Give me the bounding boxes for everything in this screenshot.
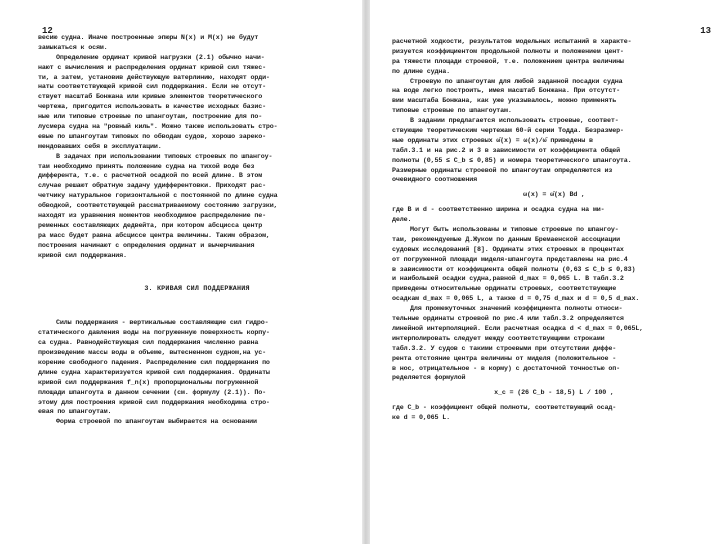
- right-page-body: [392, 38, 716, 424]
- text-line: расчетной ходкости, результатов модельных испытаний в характе-: [392, 38, 632, 46]
- text-line: произведению массы воды в объеме, вытесненном судном,на ус-: [38, 349, 266, 358]
- left-page-body: [38, 34, 356, 428]
- text-line: ствует масштаб Бонжана или кривые элементов теоретического: [38, 93, 263, 102]
- text-line: ризуется коэффициентом продольной полноты и положением цент-: [392, 47, 624, 56]
- text-line: В задании предлагается использовать строевые, соответ-: [410, 117, 619, 126]
- right-page: [370, 0, 727, 544]
- text-line: Силы поддержания - вертикальные составляющие сил гидро-: [56, 319, 269, 328]
- text-line: В задачах при использовании типовых строевых по шпангоу-: [56, 152, 273, 161]
- text-line: случае решают обратную задачу удифферентовки. Приходят рас-: [38, 182, 266, 191]
- text-line: замыкаться к осям.: [38, 43, 108, 52]
- text-line: Определение ординат кривой нагрузки (2.1) обычно начи-: [56, 53, 265, 62]
- text-line: на воде легко построить, имея масштаб Бонжана. При отсутст-: [392, 87, 620, 96]
- right-page-number: 13: [700, 26, 711, 36]
- text-line: статического давления воды на погруженную поверхность корпу-: [38, 329, 270, 338]
- text-line: ке d = 0,065 L.: [392, 414, 450, 423]
- text-line: очевидного соотношения: [392, 176, 477, 185]
- text-line: кривой сил поддержания.: [38, 251, 127, 260]
- text-line: рента отстояние центра величины от миделя (положительное -: [392, 354, 617, 363]
- text-line: Форма строевой по шпангоутам выбирается на основании: [56, 418, 257, 427]
- text-line: ременных составляющих дедвейта, при котором абсцисса центр: [38, 221, 263, 230]
- text-line: ти, а затем, установив действующую ватерлинию, находят орди-: [38, 73, 270, 82]
- text-line: кривой сил поддержания f_n(x) пропорциональны погруженной: [38, 378, 259, 387]
- section-heading: 3. КРИВАЯ СИЛ ПОДДЕРЖАНИЯ: [144, 285, 250, 294]
- left-page: [0, 0, 362, 544]
- formula-section-area: ω(x) = ω̄(x) Bd ,: [523, 191, 585, 200]
- text-line: тельные ординаты строевой по рис.4 или табл.3.2 определяются: [392, 315, 624, 324]
- text-line: длине судна характеризуется кривой сил поддержания. Ординаты: [38, 368, 270, 377]
- text-line: в зависимости от коэффициента общей полноты (0,63 ≤ C_b ≤ 0,83): [392, 265, 636, 274]
- text-line: ра масс будет равна абсциссе центра величины. Таким образом,: [38, 231, 270, 240]
- text-line: где B и d - соответственно ширина и осадка судна на ми-: [392, 206, 605, 215]
- text-line: табл.3.1 и на рис.2 и 3 в зависимости от коэффициента общей: [392, 146, 620, 155]
- text-line: там, рекомендуемые Д.Жуком по данным Бремаенской ассоциации: [392, 235, 620, 244]
- text-line: са судна. Равнодействующая сил поддержания численно равна: [38, 339, 259, 348]
- text-line: от погруженной площади миделя-шпангоута представлены на рис.4: [392, 255, 628, 264]
- text-line: евая по шпангоутам.: [38, 408, 112, 417]
- text-line: там необходимо принять положение судна на тихой воде без: [38, 162, 255, 171]
- text-line: осадкам d_max = 0,065 L, а также d = 0,75 d_max и d = 0,5 d_max.: [392, 295, 640, 304]
- text-line: этому для построения кривой сил поддержания необходима стро-: [38, 398, 270, 407]
- text-line: чертежа, пригодится использовать в качестве исходных базис-: [38, 103, 266, 112]
- text-line: наты соответствующей кривой сил поддержания. Если не отсут-: [38, 83, 266, 92]
- page-gutter: [362, 0, 370, 544]
- text-line: линейной интерполяцией. Если расчетная осадка d < d_max = 0,065L,: [392, 324, 644, 333]
- text-line: по длине судна.: [392, 67, 450, 76]
- text-line: весию судна. Иначе построенные эпюры N(x) и M(x) не будут: [38, 34, 259, 42]
- text-line: где C_b - коэффициент общей полноты, соответствующий осад-: [392, 404, 617, 413]
- text-line: лусмера судна на "ровный киль". Можно также использовать стро-: [38, 123, 278, 132]
- text-line: приведены относительные ординаты строевых, соответствующие: [392, 285, 617, 294]
- text-line: вии масштаба Бонжана, как уже указывалось, можно применять: [392, 97, 617, 106]
- text-line: Для промежуточных значений коэффициента полноты относи-: [410, 305, 623, 314]
- text-line: ра тяжести площади строевой, т.е. положением центра величины: [392, 57, 624, 66]
- formula-buoyancy-center: x_c = (26 C_b - 18,5) L / 100 ,: [494, 389, 614, 398]
- text-line: построения начинают с определения ординат и вычерчивания: [38, 241, 255, 250]
- text-line: табл.3.2. У судов с такими строевыми при отсутствии диффе-: [392, 344, 617, 353]
- text-line: нают с вычисления и распределения ординат кривой сил тяжес-: [38, 63, 266, 72]
- text-line: ределяется формулой: [392, 374, 466, 383]
- text-line: деле.: [392, 216, 412, 225]
- text-line: ные ординаты этих строевых ω̄(x) = ω(x)/ω̄ приведены в: [392, 136, 593, 145]
- text-line: в нос, отрицательное - в корму) с достаточной точностью оп-: [392, 364, 620, 373]
- text-line: мендовавших себя в эксплуатации.: [38, 142, 162, 151]
- text-line: Строевую по шпангоутам для любой заданной посадки судна: [410, 77, 623, 86]
- text-line: судовых исследований [8]. Ординаты этих строевых в процентах: [392, 245, 624, 254]
- spacer: [38, 261, 356, 285]
- text-line: ные или типовые строевые по шпангоутам, построение для по-: [38, 113, 263, 122]
- text-line: обводкой, соответствующей рассматриваемому состоянию загрузки,: [38, 202, 278, 211]
- text-line: и наибольшей осадки судна,равной d_max = 0,065 L. В табл.3.2: [392, 275, 624, 284]
- text-line: интерполировать следует между соответствующими строками: [392, 334, 605, 343]
- text-line: евые по шпангоутам типовых по обводам судов, хорошо зареко-: [38, 132, 266, 141]
- text-line: находят из уравнения моментов необходимое распределение пе-: [38, 212, 266, 221]
- text-line: типовые строевые по шпангоутам.: [392, 107, 512, 116]
- left-page-number: 12: [42, 26, 53, 36]
- text-line: Могут быть использованы и типовые строевые по шпангоу-: [410, 226, 619, 235]
- spacer: [38, 295, 356, 319]
- text-line: дифферента, т.е. с расчетной осадкой по всей длине. В этом: [38, 172, 263, 181]
- text-line: Размерные ординаты строевой по шпангоутам определяются из: [392, 166, 613, 175]
- text-line: площади шпангоута в данном сечении (см. формулу (2.1)). По-: [38, 388, 266, 397]
- text-line: ствующие теоретическим чертежам 60-й серии Тодда. Безразмер-: [392, 127, 624, 136]
- text-line: корение свободного падения. Распределение сил поддержания по: [38, 358, 270, 367]
- text-line: полноты (0,55 ≤ C_b ≤ 0,85) и номера теоретического шпангоута.: [392, 156, 632, 165]
- text-line: четчику натуральное горизонтальной с постоянной по длине судна: [38, 192, 278, 201]
